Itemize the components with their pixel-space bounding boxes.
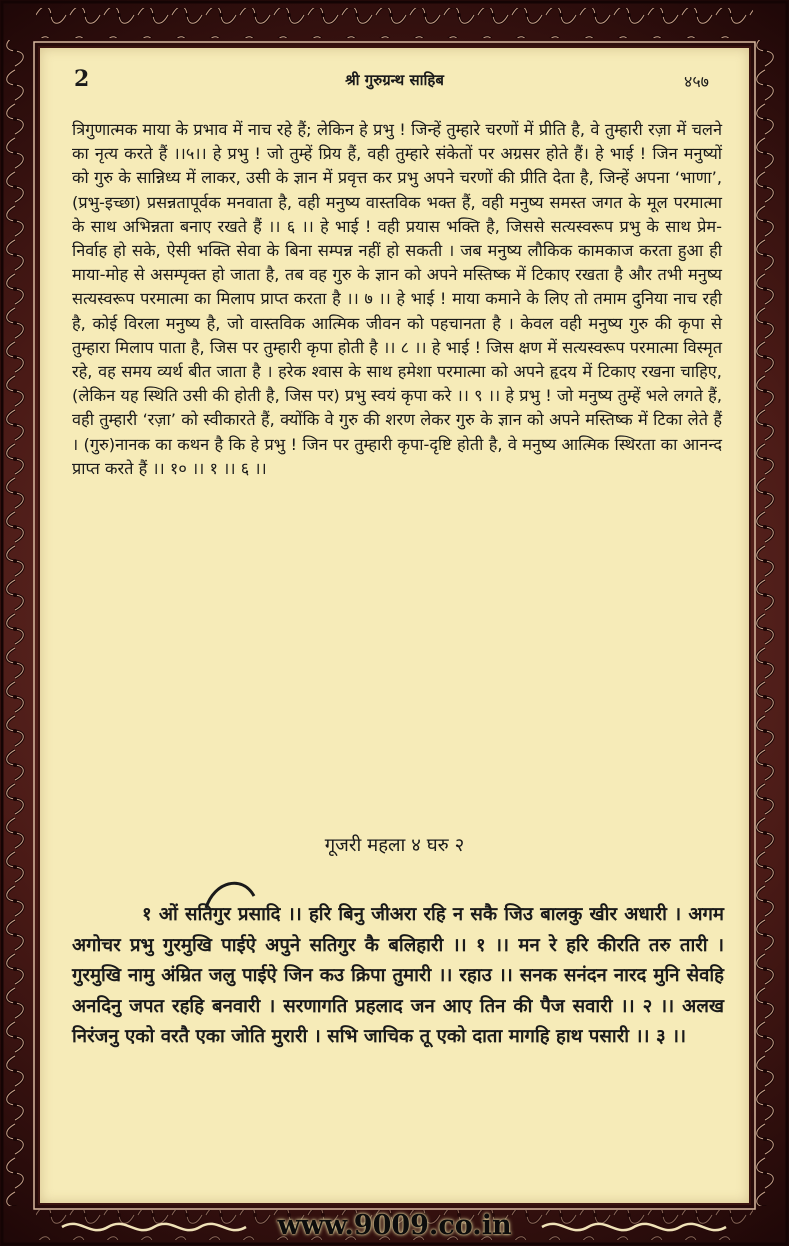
section-heading: गूजरी महला ४ घरु २	[324, 835, 465, 856]
page-title: श्री गुरुग्रन्थ साहिब	[345, 71, 444, 89]
gurbani-verse	[72, 900, 724, 1053]
verse-text: १ ओं सतिगुर प्रसादि ।। हरि बिनु जीअरा रहि न सकै जिउ बालकु खीर अधारी । अगम अगोचर प्रभु गुरमुखि पाईऐ अपुने सतिगुर कै बलिहारी ।। १ ।। मन रे हरि कीरति तरु तारी । गुरमुखि नामु अंम्रित जलु पाईऐ जिन कउ क्रिपा तुमारी ।। रहाउ ।। सनक सनंदन नारद मुनि सेवहि अनदिनु जपत रहहि बनवारी । सरणागति प्रहलाद जन आए तिन की पैज सवारी ।। २ ।। अलख निरंजनु एको वरतै एका जोति मुरारी । सभि जाचिक तू एको दाता मागहि हाथ पसारी ।। ३ ।।	[72, 904, 724, 1048]
scripture-page	[38, 46, 751, 1205]
page-header	[40, 66, 749, 96]
footer-website: www.9009.co.in	[277, 1210, 512, 1241]
page-number: 2	[74, 66, 90, 92]
translation-text	[72, 118, 722, 481]
footer-right-ornament-icon	[540, 1216, 730, 1238]
translation-paragraph: त्रिगुणात्मक माया के प्रभाव में नाच रहे हैं; लेकिन हे प्रभु ! जिन्हें तुम्हारे चरणों में प्रीति है, वे तुम्हारी रज़ा में चलने का नृत्य करते हैं ।।५।। हे प्रभु ! जो तुम्हें प्रिय हैं, वही तुम्हारे संकेतों पर अग्रसर होते हैं। हे भाई ! जिन मनुष्यों को गुरु के सान्निध्य में लाकर, उसी के ज्ञान में प्रवृत्त कर प्रभु अपने चरणों की प्रीति देता है, जिन्हें अपना ‘भाणा’,(प्रभु-इच्छा) प्रसन्नतापूर्वक मनवाता है, वही मनुष्य वास्तविक भक्त हैं, वही मनुष्य समस्त जगत के मूल परमात्मा के साथ अभिन्नता बनाए रखते हैं ।। ६ ।। हे भाई ! वही प्रयास भक्ति है, जिससे सत्यस्वरूप प्रभु के साथ प्रेम-निर्वाह हो सके, ऐसी भक्ति सेवा के बिना सम्पन्न नहीं हो सकती । जब मनुष्य लौकिक कामकाज करता हुआ ही माया-मोह से असम्पृक्त हो जाता है, तब वह गुरु के ज्ञान को अपने मस्तिष्क में टिकाए रखता है और तभी मनुष्य सत्यस्वरूप परमात्मा का मिलाप प्राप्त करता है ।। ७ ।। हे भाई ! माया कमाने के लिए तो तमाम दुनिया नाच रही है, कोई विरला मनुष्य है, जो वास्तविक आत्मिक जीवन को पहचानता है । केवल वही मनुष्य गुरु की कृपा से तुम्हारा मिलाप पाता है, जिस पर तुम्हारी कृपा होती है ।। ८ ।। हे भाई ! जिस क्षण में सत्यस्वरूप परमात्मा विस्मृत रहे, वह समय व्यर्थ बीत जाता है । हरेक श्वास के साथ हमेशा परमात्मा को अपने हृदय में टिकाए रखना चाहिए, (लेकिन यह स्थिति उसी की होती है, जिस पर) प्रभु स्वयं कृपा करे ।। ९ ।। हे प्रभु ! जो मनुष्य तुम्हें भले लगते हैं, वही तुम्हारी ‘रज़ा’ को स्वीकारते हैं, क्योंकि वे गुरु की शरण लेकर गुरु के ज्ञान को अपने मस्तिष्क में टिका लेते हैं । (गुरु)नानक का कथन है कि हे प्रभु ! जिन पर तुम्हारी कृपा-दृष्टि होती है, वे मनुष्य आत्मिक स्थिरता का आनन्द प्राप्त करते हैं ।। १० ।। १ ।। ६ ।।	[72, 120, 722, 478]
ang-number: ४५७	[684, 72, 709, 91]
